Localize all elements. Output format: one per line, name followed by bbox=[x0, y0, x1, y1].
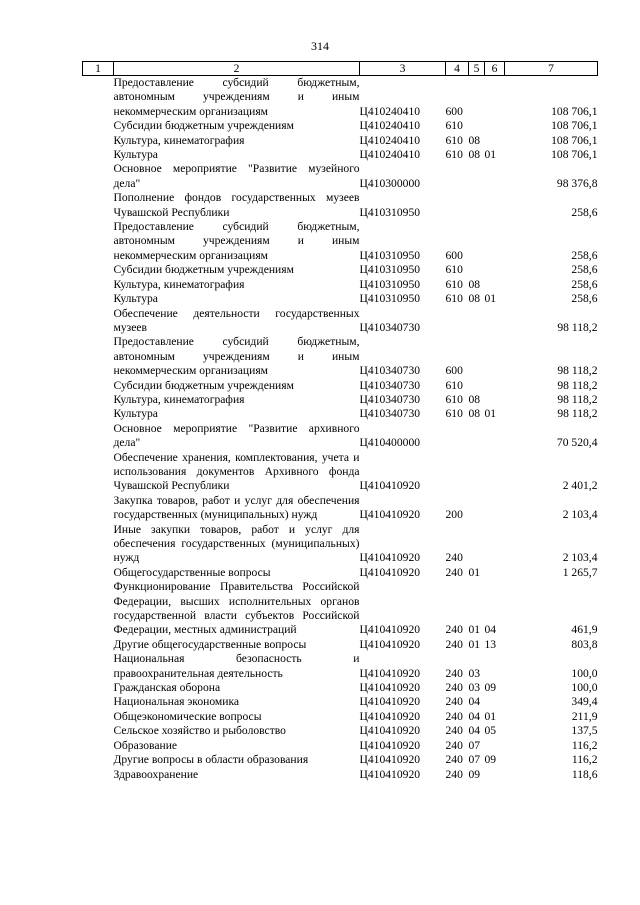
column-header: 3 bbox=[360, 62, 446, 76]
row-section bbox=[469, 220, 485, 263]
row-code: Ц410410920 bbox=[359, 565, 421, 579]
column-header: 5 bbox=[469, 62, 485, 76]
row-section: 08 bbox=[468, 292, 481, 306]
row-amount: 258,6 bbox=[571, 277, 598, 291]
row-amount: 116,2 bbox=[571, 738, 598, 752]
row-name: Обеспечение хранения, комплектования, учета и использования документов Архивного фонда Чувашской Республики bbox=[113, 450, 360, 493]
row-amount: 137,5 bbox=[571, 724, 598, 738]
column-header: 4 bbox=[446, 62, 469, 76]
row-amount: 98 118,2 bbox=[557, 392, 598, 406]
row-code: Ц410310950 bbox=[359, 292, 421, 306]
row-subsection bbox=[485, 335, 505, 378]
row-section: 01 bbox=[468, 623, 481, 637]
row-expense-type: 600 bbox=[445, 364, 463, 378]
row-expense-type: 240 bbox=[445, 666, 463, 680]
row-subsection bbox=[485, 695, 505, 709]
table-row bbox=[83, 263, 598, 277]
row-amount: 108 706,1 bbox=[551, 148, 598, 162]
row-name: Здравоохранение bbox=[113, 767, 199, 781]
row-subsection bbox=[485, 220, 505, 263]
row-section: 04 bbox=[468, 695, 481, 709]
row-section bbox=[469, 494, 485, 523]
empty-cell bbox=[83, 681, 114, 695]
row-subsection bbox=[485, 652, 505, 681]
row-code: Ц410410920 bbox=[359, 681, 421, 695]
table-row bbox=[83, 580, 598, 638]
row-code: Ц410410920 bbox=[359, 695, 421, 709]
row-name: Субсидии бюджетным учреждениям bbox=[113, 378, 294, 392]
table-header-row bbox=[83, 62, 598, 76]
empty-cell bbox=[83, 710, 114, 724]
row-subsection: 05 bbox=[484, 724, 497, 738]
table-row bbox=[83, 523, 598, 566]
row-code: Ц410410920 bbox=[359, 724, 421, 738]
row-expense-type: 200 bbox=[445, 508, 463, 522]
row-name: Общеэкономические вопросы bbox=[113, 709, 262, 723]
row-name: Предоставление субсидий бюджетным, автономным учреждениям и иным некоммерческим организациям bbox=[113, 220, 360, 262]
row-expense-type bbox=[446, 422, 469, 451]
empty-cell bbox=[83, 307, 114, 336]
table-row bbox=[83, 220, 598, 263]
row-amount: 98 118,2 bbox=[557, 364, 598, 378]
table-row bbox=[83, 162, 598, 191]
row-amount: 108 706,1 bbox=[551, 104, 598, 118]
row-expense-type bbox=[446, 191, 469, 220]
empty-cell bbox=[83, 523, 114, 566]
row-name: Сельское хозяйство и рыболовство bbox=[113, 724, 286, 738]
row-expense-type: 240 bbox=[445, 681, 463, 695]
row-amount: 349,4 bbox=[571, 695, 598, 709]
row-amount: 2 103,4 bbox=[562, 508, 598, 522]
row-subsection: 01 bbox=[484, 292, 497, 306]
row-expense-type: 610 bbox=[445, 407, 463, 421]
table-row bbox=[83, 335, 598, 378]
row-code: Ц410300000 bbox=[359, 176, 421, 190]
budget-table bbox=[82, 61, 598, 782]
row-section: 08 bbox=[468, 148, 481, 162]
table-row bbox=[83, 681, 598, 695]
row-subsection: 01 bbox=[484, 407, 497, 421]
row-section: 04 bbox=[468, 709, 481, 723]
row-amount: 118,6 bbox=[571, 767, 598, 781]
row-subsection bbox=[485, 119, 505, 133]
row-expense-type: 610 bbox=[445, 378, 463, 392]
row-code: Ц410340730 bbox=[359, 320, 421, 334]
row-expense-type: 600 bbox=[445, 248, 463, 262]
empty-cell bbox=[83, 335, 114, 378]
row-name: Предоставление субсидий бюджетным, автономным учреждениям и иным некоммерческим организациям bbox=[113, 76, 360, 118]
table-row bbox=[83, 753, 598, 767]
row-subsection bbox=[485, 162, 505, 191]
row-code: Ц410410920 bbox=[359, 479, 421, 493]
table-row bbox=[83, 379, 598, 393]
row-expense-type: 610 bbox=[445, 392, 463, 406]
row-expense-type: 610 bbox=[445, 277, 463, 291]
row-amount: 98 118,2 bbox=[557, 320, 598, 334]
table-row bbox=[83, 494, 598, 523]
empty-cell bbox=[83, 753, 114, 767]
row-name: Обеспечение деятельности государственных музеев bbox=[113, 306, 360, 334]
row-code: Ц410410920 bbox=[359, 551, 421, 565]
row-expense-type: 240 bbox=[445, 695, 463, 709]
empty-cell bbox=[83, 220, 114, 263]
table-row bbox=[83, 422, 598, 451]
row-amount: 100,0 bbox=[571, 681, 598, 695]
row-section bbox=[469, 523, 485, 566]
row-amount: 803,8 bbox=[571, 637, 598, 651]
table-row bbox=[83, 119, 598, 133]
row-expense-type: 240 bbox=[445, 623, 463, 637]
row-amount: 116,2 bbox=[571, 753, 598, 767]
row-name: Общегосударственные вопросы bbox=[113, 565, 271, 579]
empty-cell bbox=[83, 162, 114, 191]
row-amount: 258,6 bbox=[571, 248, 598, 262]
row-code: Ц410410920 bbox=[359, 637, 421, 651]
empty-cell bbox=[83, 422, 114, 451]
empty-cell bbox=[83, 191, 114, 220]
row-section bbox=[469, 162, 485, 191]
row-expense-type: 610 bbox=[445, 263, 463, 277]
table-row bbox=[83, 566, 598, 580]
row-section bbox=[469, 422, 485, 451]
row-subsection bbox=[485, 278, 505, 292]
row-expense-type: 240 bbox=[445, 637, 463, 651]
empty-cell bbox=[83, 393, 114, 407]
row-code: Ц410340730 bbox=[359, 392, 421, 406]
row-name: Субсидии бюджетным учреждениям bbox=[113, 263, 294, 277]
column-header: 6 bbox=[485, 62, 505, 76]
table-row bbox=[83, 148, 598, 162]
table-row bbox=[83, 134, 598, 148]
row-code: Ц410340730 bbox=[359, 407, 421, 421]
table-row bbox=[83, 307, 598, 336]
row-code: Ц410410920 bbox=[359, 623, 421, 637]
row-amount: 2 401,2 bbox=[562, 479, 598, 493]
row-name: Другие общегосударственные вопросы bbox=[113, 637, 307, 651]
empty-cell bbox=[83, 134, 114, 148]
column-header: 7 bbox=[505, 62, 598, 76]
table-row bbox=[83, 191, 598, 220]
row-section: 08 bbox=[468, 133, 481, 147]
row-section bbox=[469, 307, 485, 336]
row-name: Закупка товаров, работ и услуг для обеспечения государственных (муниципальных) нужд bbox=[113, 493, 360, 522]
row-expense-type bbox=[446, 162, 469, 191]
row-expense-type: 240 bbox=[445, 738, 463, 752]
row-subsection: 09 bbox=[484, 681, 497, 695]
row-name: Культура, кинематография bbox=[113, 392, 245, 406]
row-section bbox=[469, 263, 485, 277]
empty-cell bbox=[83, 76, 114, 120]
row-amount: 211,9 bbox=[571, 709, 598, 723]
row-section: 03 bbox=[468, 666, 481, 680]
table-row bbox=[83, 739, 598, 753]
row-subsection bbox=[485, 739, 505, 753]
row-subsection bbox=[485, 379, 505, 393]
table-row bbox=[83, 695, 598, 709]
row-name: Основное мероприятие "Развитие музейного дела" bbox=[113, 162, 360, 190]
row-section bbox=[469, 451, 485, 494]
row-name: Культура bbox=[113, 292, 158, 306]
empty-cell bbox=[83, 494, 114, 523]
row-section: 01 bbox=[468, 565, 481, 579]
row-code: Ц410340730 bbox=[359, 364, 421, 378]
row-name: Пополнение фондов государственных музеев Чувашской Республики bbox=[113, 191, 360, 219]
row-name: Гражданская оборона bbox=[113, 681, 221, 695]
row-code: Ц410340730 bbox=[359, 378, 421, 392]
row-amount: 108 706,1 bbox=[551, 119, 598, 133]
row-subsection: 04 bbox=[484, 623, 497, 637]
row-subsection bbox=[485, 191, 505, 220]
empty-cell bbox=[83, 278, 114, 292]
row-section bbox=[469, 335, 485, 378]
row-subsection bbox=[485, 307, 505, 336]
row-amount: 2 103,4 bbox=[562, 551, 598, 565]
table-row bbox=[83, 407, 598, 421]
page-number: 314 bbox=[311, 39, 329, 53]
row-expense-type: 240 bbox=[445, 767, 463, 781]
empty-cell bbox=[83, 695, 114, 709]
row-expense-type: 240 bbox=[445, 753, 463, 767]
row-section bbox=[469, 191, 485, 220]
table-row bbox=[83, 76, 598, 120]
row-name: Функционирование Правительства Российской Федерации, высших исполнительных органов государственной власти субъектов Российской Федерации, местных администраций bbox=[113, 580, 360, 637]
row-name: Культура bbox=[113, 407, 158, 421]
row-code: Ц410240410 bbox=[359, 148, 421, 162]
row-code: Ц410310950 bbox=[359, 277, 421, 291]
row-name: Культура bbox=[113, 148, 158, 162]
row-code: Ц410240410 bbox=[359, 104, 421, 118]
empty-cell bbox=[83, 739, 114, 753]
empty-cell bbox=[83, 407, 114, 421]
row-name: Образование bbox=[113, 738, 178, 752]
row-section bbox=[469, 119, 485, 133]
row-amount: 258,6 bbox=[571, 263, 598, 277]
row-subsection: 13 bbox=[484, 637, 497, 651]
row-subsection bbox=[485, 451, 505, 494]
row-subsection bbox=[485, 393, 505, 407]
row-name: Иные закупки товаров, работ и услуг для обеспечения государственных (муниципальных) нужд bbox=[113, 522, 360, 565]
table-row bbox=[83, 292, 598, 306]
row-name: Предоставление субсидий бюджетным, автономным учреждениям и иным некоммерческим организациям bbox=[113, 335, 360, 378]
empty-cell bbox=[83, 566, 114, 580]
row-code: Ц410410920 bbox=[359, 709, 421, 723]
row-amount: 461,9 bbox=[571, 623, 598, 637]
row-subsection bbox=[485, 134, 505, 148]
empty-cell bbox=[83, 768, 114, 782]
empty-cell bbox=[83, 148, 114, 162]
row-subsection bbox=[485, 566, 505, 580]
row-section: 08 bbox=[468, 277, 481, 291]
table-row bbox=[83, 710, 598, 724]
row-section: 07 bbox=[468, 753, 481, 767]
row-amount: 1 265,7 bbox=[562, 565, 598, 579]
row-section: 01 bbox=[468, 637, 481, 651]
row-section: 04 bbox=[468, 724, 481, 738]
row-code: Ц410400000 bbox=[359, 436, 421, 450]
row-subsection bbox=[485, 523, 505, 566]
table-row bbox=[83, 724, 598, 738]
row-amount: 258,6 bbox=[571, 292, 598, 306]
row-expense-type: 240 bbox=[445, 565, 463, 579]
table-row bbox=[83, 768, 598, 782]
row-section: 09 bbox=[468, 767, 481, 781]
row-subsection bbox=[485, 422, 505, 451]
row-subsection: 09 bbox=[484, 753, 497, 767]
row-name: Субсидии бюджетным учреждениям bbox=[113, 119, 294, 133]
row-section: 07 bbox=[468, 738, 481, 752]
row-section: 08 bbox=[468, 407, 481, 421]
row-code: Ц410310950 bbox=[359, 205, 421, 219]
row-section: 08 bbox=[468, 392, 481, 406]
row-code: Ц410410920 bbox=[359, 508, 421, 522]
row-subsection bbox=[485, 768, 505, 782]
row-expense-type: 610 bbox=[445, 133, 463, 147]
row-amount: 98 118,2 bbox=[557, 378, 598, 392]
table-row bbox=[83, 393, 598, 407]
empty-cell bbox=[83, 580, 114, 638]
row-subsection bbox=[485, 76, 505, 120]
row-name: Национальная экономика bbox=[113, 695, 240, 709]
row-subsection bbox=[485, 494, 505, 523]
row-amount: 98 376,8 bbox=[556, 176, 598, 190]
row-expense-type: 610 bbox=[445, 292, 463, 306]
row-code: Ц410410920 bbox=[359, 767, 421, 781]
empty-cell bbox=[83, 379, 114, 393]
row-expense-type: 600 bbox=[445, 104, 463, 118]
row-subsection: 01 bbox=[484, 709, 497, 723]
table-row bbox=[83, 652, 598, 681]
row-expense-type: 610 bbox=[445, 148, 463, 162]
table-row bbox=[83, 451, 598, 494]
row-expense-type bbox=[446, 451, 469, 494]
empty-cell bbox=[83, 451, 114, 494]
empty-cell bbox=[83, 263, 114, 277]
row-section bbox=[469, 379, 485, 393]
row-subsection: 01 bbox=[484, 148, 497, 162]
empty-cell bbox=[83, 638, 114, 652]
row-code: Ц410410920 bbox=[359, 753, 421, 767]
row-section bbox=[469, 76, 485, 120]
row-code: Ц410410920 bbox=[359, 738, 421, 752]
row-name: Основное мероприятие "Развитие архивного дела" bbox=[113, 421, 360, 450]
row-expense-type: 240 bbox=[445, 724, 463, 738]
empty-cell bbox=[83, 119, 114, 133]
row-name: Другие вопросы в области образования bbox=[113, 753, 309, 767]
row-expense-type bbox=[446, 307, 469, 336]
column-header: 2 bbox=[114, 62, 360, 76]
row-subsection bbox=[485, 263, 505, 277]
row-amount: 100,0 bbox=[571, 666, 598, 680]
row-expense-type: 240 bbox=[445, 709, 463, 723]
table-row bbox=[83, 638, 598, 652]
row-section: 03 bbox=[468, 681, 481, 695]
row-name: Культура, кинематография bbox=[113, 133, 245, 147]
row-amount: 70 520,4 bbox=[556, 436, 598, 450]
row-expense-type: 240 bbox=[445, 551, 463, 565]
row-amount: 108 706,1 bbox=[551, 133, 598, 147]
row-amount: 98 118,2 bbox=[557, 407, 598, 421]
empty-cell bbox=[83, 724, 114, 738]
table-row bbox=[83, 278, 598, 292]
row-code: Ц410240410 bbox=[359, 119, 421, 133]
row-name: Культура, кинематография bbox=[113, 277, 245, 291]
row-name: Национальная безопасность и правоохранительная деятельность bbox=[113, 652, 360, 680]
empty-cell bbox=[83, 292, 114, 306]
row-code: Ц410310950 bbox=[359, 263, 421, 277]
row-code: Ц410410920 bbox=[359, 666, 421, 680]
row-expense-type: 610 bbox=[445, 119, 463, 133]
empty-cell bbox=[83, 652, 114, 681]
row-amount: 258,6 bbox=[571, 205, 598, 219]
row-code: Ц410240410 bbox=[359, 133, 421, 147]
column-header: 1 bbox=[83, 62, 114, 76]
row-code: Ц410310950 bbox=[359, 248, 421, 262]
